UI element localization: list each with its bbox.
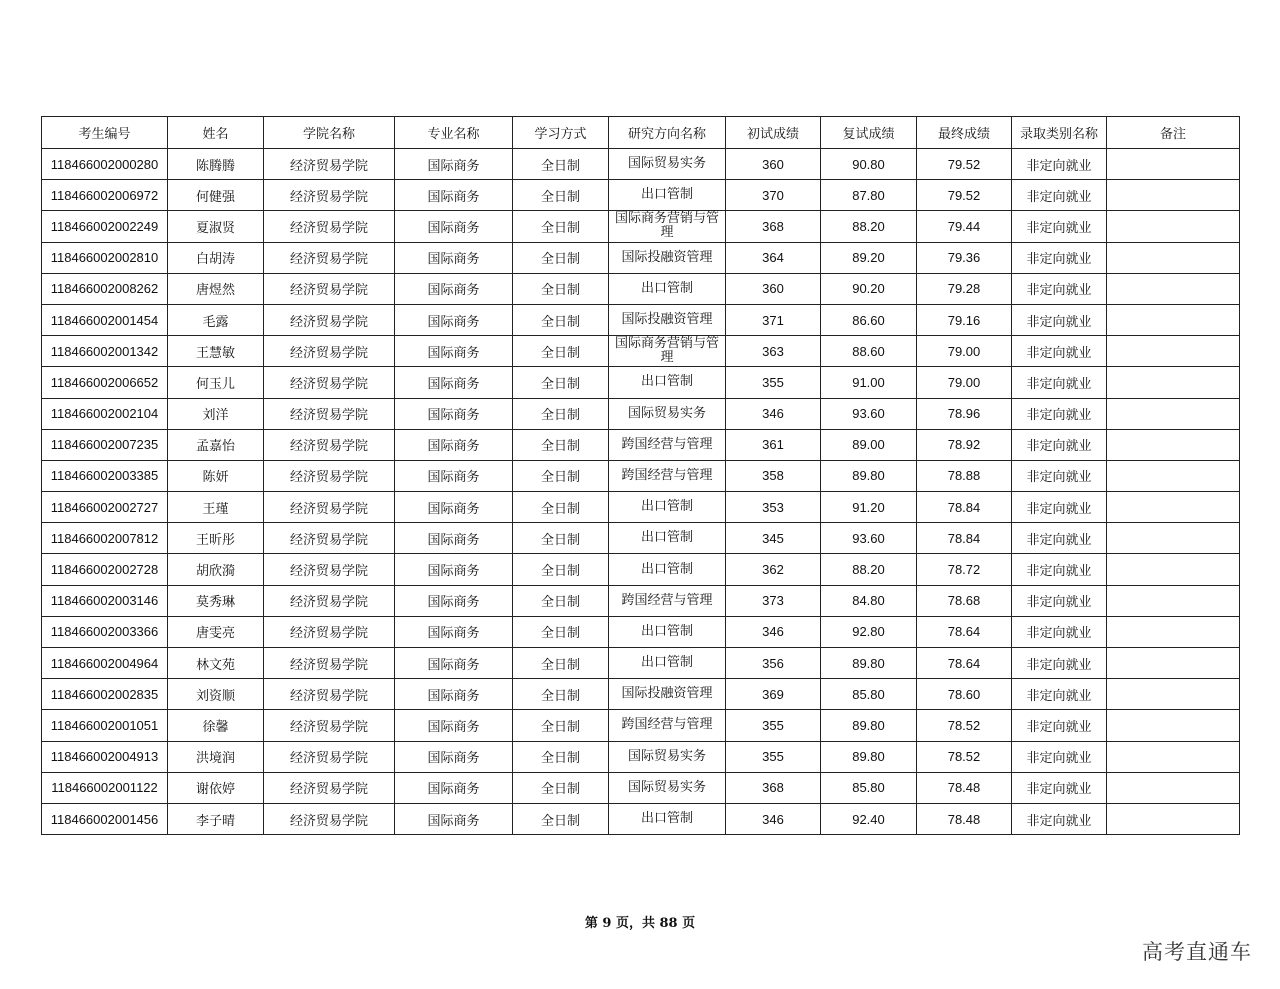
cell-research-direction: 出口管制 — [609, 523, 726, 554]
cell-preliminary-score: 355 — [726, 710, 821, 741]
cell-retest-score: 90.80 — [821, 149, 917, 180]
cell-college: 经济贸易学院 — [264, 460, 395, 491]
cell-exam-id: 118466002001454 — [42, 304, 168, 335]
cell-final-score: 79.16 — [917, 304, 1012, 335]
cell-research-direction: 国际商务营销与管理 — [609, 211, 726, 242]
cell-study-mode: 全日制 — [513, 304, 609, 335]
table-row — [42, 648, 1240, 679]
cell-remarks — [1107, 616, 1240, 647]
cell-name: 唐煜然 — [168, 273, 264, 304]
cell-exam-id: 118466002004964 — [42, 648, 168, 679]
cell-college: 经济贸易学院 — [264, 679, 395, 710]
cell-name: 何健强 — [168, 180, 264, 211]
cell-retest-score: 88.20 — [821, 554, 917, 585]
table-row — [42, 273, 1240, 304]
cell-major: 国际商务 — [395, 648, 513, 679]
cell-name: 刘资顺 — [168, 679, 264, 710]
cell-remarks — [1107, 710, 1240, 741]
table-row — [42, 492, 1240, 523]
cell-research-direction: 跨国经营与管理 — [609, 460, 726, 491]
cell-admission-category: 非定向就业 — [1012, 180, 1107, 211]
cell-remarks — [1107, 492, 1240, 523]
cell-name: 王慧敏 — [168, 336, 264, 367]
cell-study-mode: 全日制 — [513, 336, 609, 367]
cell-name: 林文苑 — [168, 648, 264, 679]
cell-admission-category: 非定向就业 — [1012, 679, 1107, 710]
cell-college: 经济贸易学院 — [264, 803, 395, 834]
cell-research-direction: 出口管制 — [609, 492, 726, 523]
cell-remarks — [1107, 336, 1240, 367]
cell-study-mode: 全日制 — [513, 679, 609, 710]
cell-study-mode: 全日制 — [513, 429, 609, 460]
cell-final-score: 78.48 — [917, 803, 1012, 834]
cell-admission-category: 非定向就业 — [1012, 211, 1107, 242]
cell-preliminary-score: 371 — [726, 304, 821, 335]
cell-college: 经济贸易学院 — [264, 242, 395, 273]
cell-preliminary-score: 356 — [726, 648, 821, 679]
cell-name: 唐雯亮 — [168, 616, 264, 647]
cell-retest-score: 84.80 — [821, 585, 917, 616]
col-header-exam-id: 考生编号 — [42, 117, 168, 149]
cell-final-score: 79.52 — [917, 149, 1012, 180]
cell-college: 经济贸易学院 — [264, 336, 395, 367]
cell-retest-score: 85.80 — [821, 772, 917, 803]
cell-college: 经济贸易学院 — [264, 648, 395, 679]
cell-major: 国际商务 — [395, 367, 513, 398]
cell-research-direction: 跨国经营与管理 — [609, 710, 726, 741]
col-header-admission-category: 录取类别名称 — [1012, 117, 1107, 149]
cell-admission-category: 非定向就业 — [1012, 585, 1107, 616]
cell-preliminary-score: 355 — [726, 741, 821, 772]
cell-preliminary-score: 370 — [726, 180, 821, 211]
cell-name: 徐馨 — [168, 710, 264, 741]
table-row — [42, 367, 1240, 398]
cell-name: 白胡涛 — [168, 242, 264, 273]
cell-preliminary-score: 362 — [726, 554, 821, 585]
cell-remarks — [1107, 554, 1240, 585]
col-header-college: 学院名称 — [264, 117, 395, 149]
table-row — [42, 429, 1240, 460]
cell-admission-category: 非定向就业 — [1012, 492, 1107, 523]
cell-remarks — [1107, 180, 1240, 211]
col-header-research-direction: 研究方向名称 — [609, 117, 726, 149]
cell-admission-category: 非定向就业 — [1012, 367, 1107, 398]
cell-retest-score: 93.60 — [821, 398, 917, 429]
cell-admission-category: 非定向就业 — [1012, 398, 1107, 429]
cell-admission-category: 非定向就业 — [1012, 710, 1107, 741]
cell-college: 经济贸易学院 — [264, 211, 395, 242]
cell-final-score: 78.52 — [917, 710, 1012, 741]
cell-admission-category: 非定向就业 — [1012, 648, 1107, 679]
table-row — [42, 772, 1240, 803]
cell-final-score: 79.00 — [917, 367, 1012, 398]
cell-major: 国际商务 — [395, 304, 513, 335]
cell-study-mode: 全日制 — [513, 149, 609, 180]
cell-research-direction: 出口管制 — [609, 554, 726, 585]
cell-exam-id: 118466002003366 — [42, 616, 168, 647]
cell-admission-category: 非定向就业 — [1012, 336, 1107, 367]
cell-study-mode: 全日制 — [513, 180, 609, 211]
table-row — [42, 336, 1240, 367]
cell-major: 国际商务 — [395, 772, 513, 803]
cell-exam-id: 118466002002810 — [42, 242, 168, 273]
cell-name: 孟嘉怡 — [168, 429, 264, 460]
cell-research-direction: 国际贸易实务 — [609, 741, 726, 772]
cell-preliminary-score: 368 — [726, 211, 821, 242]
cell-remarks — [1107, 149, 1240, 180]
cell-research-direction: 国际投融资管理 — [609, 679, 726, 710]
cell-remarks — [1107, 772, 1240, 803]
cell-remarks — [1107, 273, 1240, 304]
cell-final-score: 78.64 — [917, 616, 1012, 647]
cell-major: 国际商务 — [395, 710, 513, 741]
table-row — [42, 710, 1240, 741]
cell-college: 经济贸易学院 — [264, 616, 395, 647]
cell-research-direction: 出口管制 — [609, 180, 726, 211]
cell-retest-score: 89.20 — [821, 242, 917, 273]
cell-preliminary-score: 346 — [726, 616, 821, 647]
cell-exam-id: 118466002001342 — [42, 336, 168, 367]
cell-retest-score: 93.60 — [821, 523, 917, 554]
cell-admission-category: 非定向就业 — [1012, 772, 1107, 803]
cell-admission-category: 非定向就业 — [1012, 149, 1107, 180]
page-number: 第 9 页，共 88 页 — [584, 916, 696, 931]
cell-admission-category: 非定向就业 — [1012, 429, 1107, 460]
cell-preliminary-score: 345 — [726, 523, 821, 554]
cell-study-mode: 全日制 — [513, 398, 609, 429]
cell-final-score: 78.88 — [917, 460, 1012, 491]
cell-retest-score: 88.20 — [821, 211, 917, 242]
cell-retest-score: 89.80 — [821, 710, 917, 741]
cell-college: 经济贸易学院 — [264, 398, 395, 429]
cell-admission-category: 非定向就业 — [1012, 741, 1107, 772]
cell-final-score: 78.84 — [917, 523, 1012, 554]
cell-retest-score: 90.20 — [821, 273, 917, 304]
cell-exam-id: 118466002008262 — [42, 273, 168, 304]
cell-college: 经济贸易学院 — [264, 710, 395, 741]
cell-college: 经济贸易学院 — [264, 304, 395, 335]
cell-study-mode: 全日制 — [513, 741, 609, 772]
cell-admission-category: 非定向就业 — [1012, 304, 1107, 335]
cell-final-score: 79.52 — [917, 180, 1012, 211]
cell-name: 刘洋 — [168, 398, 264, 429]
cell-college: 经济贸易学院 — [264, 772, 395, 803]
cell-exam-id: 118466002002835 — [42, 679, 168, 710]
cell-exam-id: 118466002006652 — [42, 367, 168, 398]
cell-research-direction: 跨国经营与管理 — [609, 585, 726, 616]
cell-study-mode: 全日制 — [513, 367, 609, 398]
cell-study-mode: 全日制 — [513, 803, 609, 834]
cell-admission-category: 非定向就业 — [1012, 554, 1107, 585]
cell-final-score: 78.52 — [917, 741, 1012, 772]
cell-research-direction: 国际贸易实务 — [609, 398, 726, 429]
cell-exam-id: 118466002001051 — [42, 710, 168, 741]
cell-remarks — [1107, 211, 1240, 242]
cell-study-mode: 全日制 — [513, 211, 609, 242]
col-header-major: 专业名称 — [395, 117, 513, 149]
table-row — [42, 180, 1240, 211]
table-row — [42, 616, 1240, 647]
cell-remarks — [1107, 367, 1240, 398]
cell-major: 国际商务 — [395, 242, 513, 273]
cell-final-score: 79.00 — [917, 336, 1012, 367]
cell-major: 国际商务 — [395, 273, 513, 304]
cell-preliminary-score: 368 — [726, 772, 821, 803]
cell-remarks — [1107, 679, 1240, 710]
table-row — [42, 679, 1240, 710]
cell-final-score: 79.44 — [917, 211, 1012, 242]
cell-college: 经济贸易学院 — [264, 367, 395, 398]
cell-college: 经济贸易学院 — [264, 429, 395, 460]
cell-preliminary-score: 360 — [726, 273, 821, 304]
cell-exam-id: 118466002002728 — [42, 554, 168, 585]
col-header-study-mode: 学习方式 — [513, 117, 609, 149]
col-header-retest-score: 复试成绩 — [821, 117, 917, 149]
cell-preliminary-score: 353 — [726, 492, 821, 523]
cell-research-direction: 出口管制 — [609, 648, 726, 679]
cell-admission-category: 非定向就业 — [1012, 616, 1107, 647]
cell-retest-score: 89.80 — [821, 460, 917, 491]
cell-remarks — [1107, 648, 1240, 679]
cell-college: 经济贸易学院 — [264, 554, 395, 585]
cell-major: 国际商务 — [395, 180, 513, 211]
cell-remarks — [1107, 803, 1240, 834]
cell-retest-score: 91.20 — [821, 492, 917, 523]
cell-major: 国际商务 — [395, 492, 513, 523]
table-row — [42, 523, 1240, 554]
cell-research-direction: 国际投融资管理 — [609, 304, 726, 335]
col-header-remarks: 备注 — [1107, 117, 1240, 149]
cell-remarks — [1107, 741, 1240, 772]
cell-retest-score: 91.00 — [821, 367, 917, 398]
cell-remarks — [1107, 585, 1240, 616]
cell-name: 王瑾 — [168, 492, 264, 523]
cell-name: 谢依婷 — [168, 772, 264, 803]
cell-name: 莫秀琳 — [168, 585, 264, 616]
cell-major: 国际商务 — [395, 211, 513, 242]
cell-preliminary-score: 369 — [726, 679, 821, 710]
cell-exam-id: 118466002000280 — [42, 149, 168, 180]
cell-exam-id: 118466002001122 — [42, 772, 168, 803]
cell-preliminary-score: 373 — [726, 585, 821, 616]
cell-college: 经济贸易学院 — [264, 149, 395, 180]
col-header-name: 姓名 — [168, 117, 264, 149]
cell-remarks — [1107, 460, 1240, 491]
table-row — [42, 554, 1240, 585]
cell-major: 国际商务 — [395, 554, 513, 585]
col-header-preliminary-score: 初试成绩 — [726, 117, 821, 149]
col-header-final-score: 最终成绩 — [917, 117, 1012, 149]
cell-exam-id: 118466002001456 — [42, 803, 168, 834]
cell-study-mode: 全日制 — [513, 460, 609, 491]
cell-name: 胡欣漪 — [168, 554, 264, 585]
cell-college: 经济贸易学院 — [264, 180, 395, 211]
cell-retest-score: 88.60 — [821, 336, 917, 367]
cell-preliminary-score: 358 — [726, 460, 821, 491]
cell-admission-category: 非定向就业 — [1012, 523, 1107, 554]
cell-major: 国际商务 — [395, 429, 513, 460]
cell-admission-category: 非定向就业 — [1012, 803, 1107, 834]
cell-preliminary-score: 364 — [726, 242, 821, 273]
cell-exam-id: 118466002002249 — [42, 211, 168, 242]
cell-name: 陈腾腾 — [168, 149, 264, 180]
cell-remarks — [1107, 242, 1240, 273]
cell-exam-id: 118466002003385 — [42, 460, 168, 491]
cell-name: 夏淑贤 — [168, 211, 264, 242]
cell-final-score: 78.64 — [917, 648, 1012, 679]
cell-retest-score: 87.80 — [821, 180, 917, 211]
cell-preliminary-score: 346 — [726, 398, 821, 429]
cell-preliminary-score: 360 — [726, 149, 821, 180]
cell-major: 国际商务 — [395, 336, 513, 367]
table-row — [42, 149, 1240, 180]
cell-retest-score: 92.80 — [821, 616, 917, 647]
watermark-text: 高考直通车 — [1142, 940, 1252, 964]
cell-name: 陈妍 — [168, 460, 264, 491]
cell-final-score: 79.28 — [917, 273, 1012, 304]
cell-final-score: 78.60 — [917, 679, 1012, 710]
cell-research-direction: 国际商务营销与管理 — [609, 336, 726, 367]
table-row — [42, 741, 1240, 772]
cell-final-score: 79.36 — [917, 242, 1012, 273]
cell-major: 国际商务 — [395, 523, 513, 554]
cell-retest-score: 89.00 — [821, 429, 917, 460]
cell-exam-id: 118466002007812 — [42, 523, 168, 554]
cell-remarks — [1107, 523, 1240, 554]
cell-major: 国际商务 — [395, 616, 513, 647]
cell-research-direction: 国际投融资管理 — [609, 242, 726, 273]
cell-preliminary-score: 363 — [726, 336, 821, 367]
cell-remarks — [1107, 304, 1240, 335]
cell-major: 国际商务 — [395, 585, 513, 616]
cell-final-score: 78.68 — [917, 585, 1012, 616]
table-row — [42, 803, 1240, 834]
cell-research-direction: 国际贸易实务 — [609, 149, 726, 180]
table-header-row — [42, 117, 1240, 149]
cell-name: 毛露 — [168, 304, 264, 335]
table-row — [42, 460, 1240, 491]
cell-exam-id: 118466002006972 — [42, 180, 168, 211]
cell-major: 国际商务 — [395, 741, 513, 772]
admission-score-table — [41, 116, 1240, 835]
cell-major: 国际商务 — [395, 679, 513, 710]
cell-college: 经济贸易学院 — [264, 741, 395, 772]
cell-preliminary-score: 346 — [726, 803, 821, 834]
cell-study-mode: 全日制 — [513, 616, 609, 647]
cell-college: 经济贸易学院 — [264, 492, 395, 523]
cell-exam-id: 118466002003146 — [42, 585, 168, 616]
cell-preliminary-score: 361 — [726, 429, 821, 460]
cell-college: 经济贸易学院 — [264, 523, 395, 554]
cell-name: 何玉儿 — [168, 367, 264, 398]
cell-admission-category: 非定向就业 — [1012, 242, 1107, 273]
cell-name: 李子晴 — [168, 803, 264, 834]
cell-study-mode: 全日制 — [513, 554, 609, 585]
cell-study-mode: 全日制 — [513, 772, 609, 803]
cell-final-score: 78.72 — [917, 554, 1012, 585]
cell-admission-category: 非定向就业 — [1012, 273, 1107, 304]
cell-exam-id: 118466002002104 — [42, 398, 168, 429]
cell-major: 国际商务 — [395, 803, 513, 834]
cell-exam-id: 118466002007235 — [42, 429, 168, 460]
cell-study-mode: 全日制 — [513, 242, 609, 273]
cell-remarks — [1107, 429, 1240, 460]
cell-exam-id: 118466002002727 — [42, 492, 168, 523]
cell-final-score: 78.96 — [917, 398, 1012, 429]
cell-major: 国际商务 — [395, 460, 513, 491]
cell-study-mode: 全日制 — [513, 710, 609, 741]
cell-study-mode: 全日制 — [513, 523, 609, 554]
cell-exam-id: 118466002004913 — [42, 741, 168, 772]
cell-college: 经济贸易学院 — [264, 585, 395, 616]
cell-retest-score: 85.80 — [821, 679, 917, 710]
cell-admission-category: 非定向就业 — [1012, 460, 1107, 491]
cell-name: 王昕彤 — [168, 523, 264, 554]
table-row — [42, 398, 1240, 429]
cell-study-mode: 全日制 — [513, 273, 609, 304]
cell-retest-score: 89.80 — [821, 648, 917, 679]
cell-retest-score: 86.60 — [821, 304, 917, 335]
table-row — [42, 211, 1240, 242]
cell-preliminary-score: 355 — [726, 367, 821, 398]
cell-research-direction: 出口管制 — [609, 803, 726, 834]
table-row — [42, 304, 1240, 335]
cell-final-score: 78.92 — [917, 429, 1012, 460]
cell-research-direction: 国际贸易实务 — [609, 772, 726, 803]
cell-retest-score: 92.40 — [821, 803, 917, 834]
table-row — [42, 242, 1240, 273]
cell-research-direction: 跨国经营与管理 — [609, 429, 726, 460]
cell-name: 洪境润 — [168, 741, 264, 772]
cell-major: 国际商务 — [395, 149, 513, 180]
cell-remarks — [1107, 398, 1240, 429]
cell-retest-score: 89.80 — [821, 741, 917, 772]
cell-study-mode: 全日制 — [513, 585, 609, 616]
cell-final-score: 78.84 — [917, 492, 1012, 523]
cell-college: 经济贸易学院 — [264, 273, 395, 304]
cell-final-score: 78.48 — [917, 772, 1012, 803]
cell-major: 国际商务 — [395, 398, 513, 429]
cell-research-direction: 出口管制 — [609, 273, 726, 304]
cell-study-mode: 全日制 — [513, 492, 609, 523]
cell-study-mode: 全日制 — [513, 648, 609, 679]
cell-research-direction: 出口管制 — [609, 616, 726, 647]
table-row — [42, 585, 1240, 616]
cell-research-direction: 出口管制 — [609, 367, 726, 398]
